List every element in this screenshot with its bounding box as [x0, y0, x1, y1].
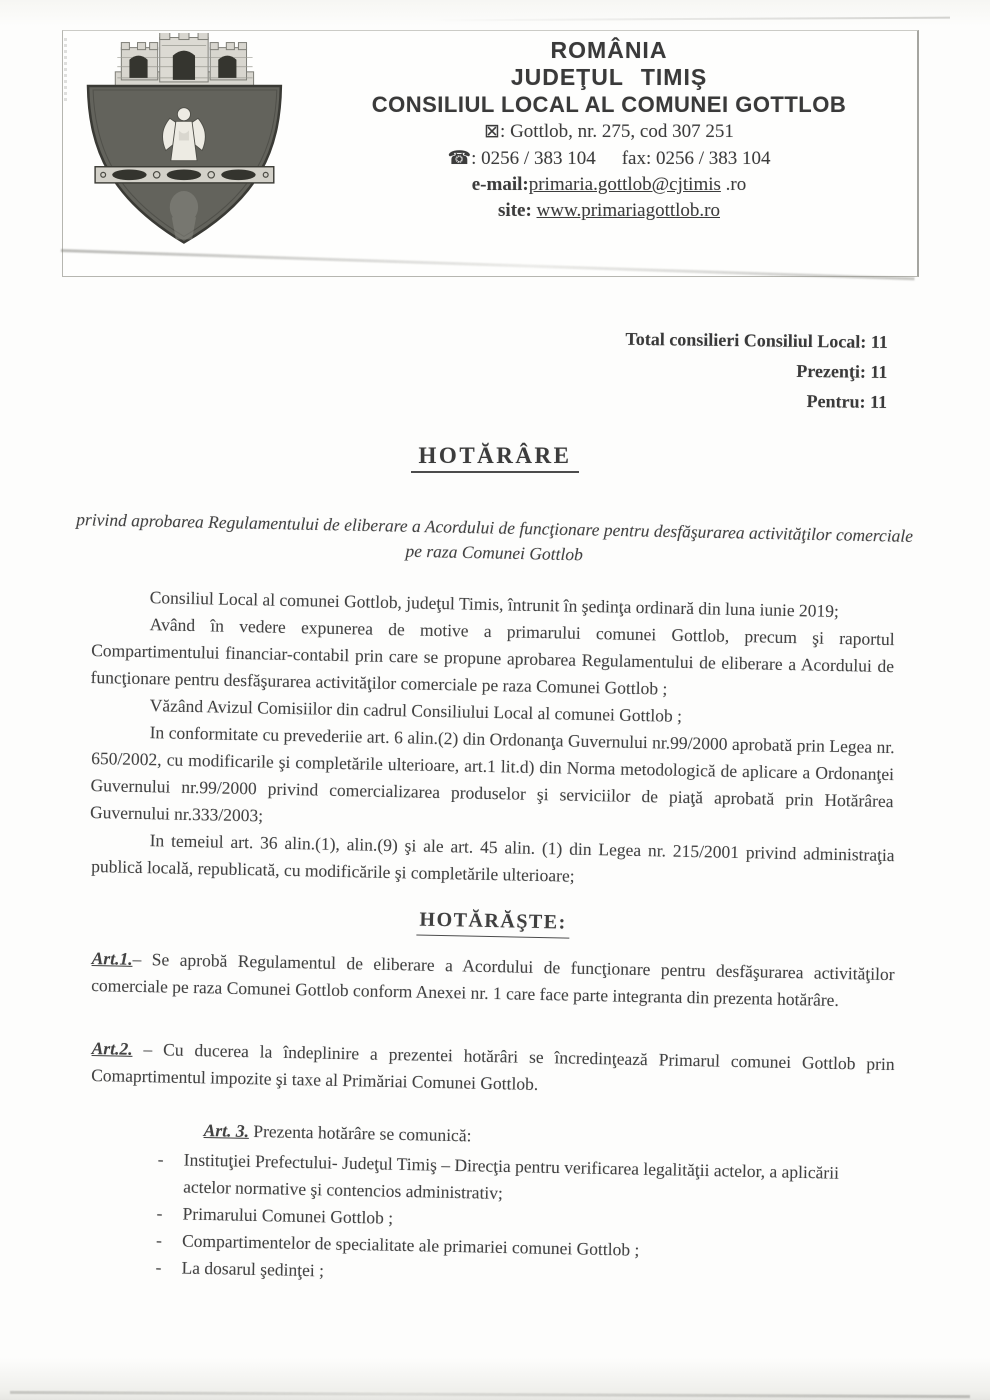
article-2-text: – Cu ducerea la îndeplinire a prezentei hotărâri se încredinţează Primarul comunei Gottlob prin Comaprtimentul impozite şi taxe al Primăriai Comunei Gottlob.: [90, 1038, 895, 1094]
decision-heading-wrap: [91, 900, 894, 945]
title-wrap: [0, 443, 990, 473]
counter-present: Prezenţi: 11: [796, 360, 888, 382]
document-subtitle: privind aprobarea Regulamentului de eliberare a Acordului de funcţionare pentru desfăşurarea activităţilor comerciale pe raza Comunei Gottlob: [76, 509, 914, 565]
preamble-paragraph: Având în vedere expunerea de motive a primarului comunei Gottlob, precum şi raportul Compartimentului financiar-contabil prin care se propune aprobarea Regulamentului de eliberare a Acordului de funcţionare pentru desfăşurarea activităţilor comerciale pe raza Comunei Gottlob ;: [90, 614, 895, 699]
site-link[interactable]: www.primariagottlob.ro: [536, 200, 720, 221]
article-3-text: Prezenta hotărâre se comunică:: [248, 1120, 472, 1146]
preamble-paragraph: In temeiul art. 36 alin.(1), alin.(9) şi ale art. 45 alin. (1) din Legea nr. 215/2001 privind administraţia publică locală, republicată, cu modificările şi completările ulterioare;: [90, 830, 895, 886]
preamble-paragraph: Consiliul Local al comunei Gottlob, judeţul Timis, întrunit în şedinţa ordinară din luna iunie 2019;: [149, 587, 840, 621]
counter-total: Total consilieri Consiliul Local: 11: [625, 328, 888, 352]
list-item-text: Compartimentelor de specialitate ale primariei comunei Gottlob ;: [181, 1230, 640, 1260]
site-label: site:: [498, 200, 532, 221]
dash-bullet: -: [156, 1202, 163, 1224]
article-1-text: – Se aprobă Regulamentul de eliberare a Acordului de funcţionare pentru desfăşurarea activităţilor comerciale pe raza Comunei Gottlob conform Anexei nr. 1 care face parte integranta din prezenta hotărâre.: [90, 948, 895, 1010]
article-3-label: Art. 3.: [203, 1119, 250, 1141]
document-body: [89, 583, 895, 1281]
fax-text: fax: 0256 / 383 104: [621, 148, 771, 169]
counter-for: Pentru: 11: [806, 391, 888, 412]
phone-icon: ☎: [447, 147, 472, 169]
article-2: [91, 1035, 895, 1105]
list-item-text: Instituţiei Prefectului- Judeţul Timiş – Direcţia pentru verificarea legalităţii actelor, a aplicării actelor normative şi contencios administrativ;: [182, 1149, 840, 1203]
phone-text: : 0256 / 383 104: [471, 148, 596, 169]
email-tld: .ro: [720, 174, 747, 195]
phone-line: [315, 145, 903, 172]
preamble-paragraph: In conformitate cu prevederiie art. 6 alin.(2) din Ordonanţa Guvernului nr.99/2000 aprobată prin Legea nr. 650/2002, cu modificarile şi completările ulterioare, art.1 lit.d) din Norma metodologică de aplicare a Ordonanţei Guvernului nr.99/2000 privind comercializarea produselor şi serviciilor de piaţă aprobată prin Hotărârea Guvernului nr.333/2003;: [89, 722, 895, 826]
county-name: JUDEŢUL TIMIŞ: [510, 64, 708, 90]
dash-bullet: -: [155, 1256, 162, 1278]
letterhead-box: [62, 30, 919, 277]
article-1: [91, 945, 895, 1015]
site-line: [315, 198, 903, 224]
document-title: HOTĂRÂRE: [411, 443, 580, 473]
email-label: e-mail:: [471, 174, 529, 195]
scan-artifact-bottom: [10, 1391, 970, 1398]
envelope-icon: ⊠: [484, 120, 501, 142]
country-name: ROMÂNIA: [550, 37, 668, 63]
address-line: [315, 118, 903, 145]
council-name: CONSILIUL LOCAL AL COMUNEI GOTTLOB: [371, 92, 847, 117]
communication-list: [155, 1146, 895, 1296]
decision-heading: HOTĂRĂŞTE:: [416, 907, 570, 939]
vote-counters: [0, 316, 888, 417]
preamble-paragraph: Văzând Avizul Comisiilor din cadrul Consiliului Local al comunei Gottlob ;: [149, 695, 683, 726]
list-item-text: La dosarul şedinţei ;: [181, 1257, 325, 1281]
dash-bullet: -: [157, 1148, 164, 1170]
gottlob-coat-of-arms: [85, 33, 297, 251]
list-item-text: Primarului Comunei Gottlob ;: [182, 1203, 394, 1228]
dash-bullet: -: [155, 1229, 163, 1251]
address-text: : Gottlob, nr. 275, cod 307 251: [500, 121, 734, 142]
email-link[interactable]: primaria.gottlob@cjtimis: [528, 174, 721, 195]
scan-smudge-line: [61, 249, 915, 280]
email-line: [315, 172, 903, 198]
letterhead-text: [315, 37, 903, 224]
article-1-label: Art.1.: [91, 947, 133, 969]
article-2-label: Art.2.: [91, 1037, 133, 1059]
